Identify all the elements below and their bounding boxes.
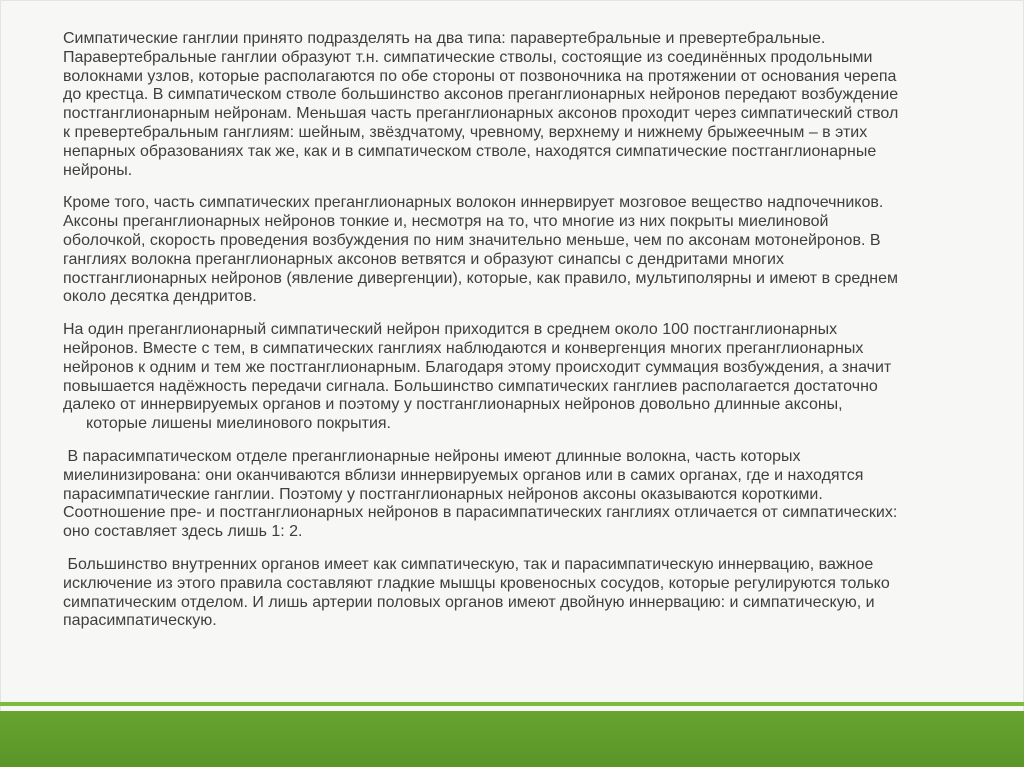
text-line: Паравертебральные ганглии образуют т.н. симпатические стволы, состоящие из соединённых продольными <box>63 48 873 66</box>
text-line: около десятка дендритов. <box>63 288 257 306</box>
text-line: ганглиях волокна преганглионарных аксонов ветвятся и образуют синапсы с дендритами многих <box>63 250 784 268</box>
text-line: парасимпатические ганглии. Поэтому у постганглионарных нейронов аксоны оказываются короткими. <box>63 485 823 503</box>
text-line: оболочкой, скорость проведения возбуждения по ним значительно меньше, чем по аксонам мотонейронов. В <box>63 231 881 249</box>
text-line: парасимпатическую. <box>63 612 217 630</box>
footer-accent-line <box>0 702 1024 706</box>
paragraph-5 <box>63 556 1013 631</box>
paragraph-4 <box>63 448 1013 542</box>
text-line: повышается надёжность передачи сигнала. Большинство симпатических ганглиев располагается достаточно <box>63 377 878 395</box>
footer-band <box>0 711 1024 767</box>
text-line: симпатическим отделом. И лишь артерии половых органов имеют двойную иннервацию: и симпатическую, и <box>63 593 875 611</box>
paragraph-1 <box>63 30 1013 180</box>
text-line: постганглионарных нейронов (явление дивергенции), которые, как правило, мультиполярны и имеют в среднем <box>63 269 899 287</box>
text-line: постганглионарным нейронам. Меньшая часть преганглионарных аксонов проходит через симпатический ствол <box>63 105 899 123</box>
text-line: Симпатические ганглии принято подразделять на два типа: паравертебральные и превертебральные. <box>63 30 826 47</box>
text-line: На один преганглионарный симпатический нейрон приходится в среднем около 100 постганглионарных <box>63 321 838 339</box>
text-line: нейронов к одним и тем же постганглионарным. Благодаря этому происходит суммация возбуждения, а значит <box>63 358 892 376</box>
text-line: Соотношение пре- и постганглионарных нейронов в парасимпатических ганглиях отличается от симпатических: <box>63 504 898 522</box>
text-line: В парасимпатическом отделе преганглионарные нейроны имеют длинные волокна, часть которых <box>63 447 801 465</box>
text-line: Кроме того, часть симпатических преганглионарных волокон иннервирует мозговое вещество надпочечников. <box>63 194 884 212</box>
text-line: далеко от иннервируемых органов и поэтому у постганглионарных нейронов довольно длинные аксоны, <box>63 396 843 414</box>
slide-body <box>63 30 1013 645</box>
text-line: Аксоны преганглионарных нейронов тонкие и, несмотря на то, что многие из них покрыты миелиновой <box>63 213 829 231</box>
text-line: нейроны. <box>63 161 133 179</box>
text-line: до крестца. В симпатическом стволе большинство аксонов преганглионарных нейронов передают возбуждение <box>63 86 899 104</box>
text-line: исключение из этого правила составляют гладкие мышцы кровеносных сосудов, которые регулируются только <box>63 574 890 592</box>
text-line: к превертебральным ганглиям: шейным, звёздчатому, чревному, верхнему и нижнему брыжеечным – в этих <box>63 123 868 141</box>
text-line: оно составляет здесь лишь 1: 2. <box>63 523 303 541</box>
text-line: нейронов. Вместе с тем, в симпатических ганглиях наблюдаются и конвергенция многих преганглионарных <box>63 339 864 357</box>
text-line: миелинизирована: они оканчиваются вблизи иннервируемых органов или в самих органах, где и находятся <box>63 466 864 484</box>
text-line: которые лишены миелинового покрытия. <box>86 415 391 433</box>
text-line: волокнами узлов, которые располагаются по обе стороны от позвоночника на протяжении от основания черепа <box>63 67 897 85</box>
text-line: непарных образованиях так же, как и в симпатическом стволе, находятся симпатические постганглионарные <box>63 142 877 160</box>
text-line: Большинство внутренних органов имеет как симпатическую, так и парасимпатическую иннервацию, важное <box>63 555 874 573</box>
paragraph-3 <box>63 321 1013 434</box>
paragraph-2 <box>63 194 1013 307</box>
